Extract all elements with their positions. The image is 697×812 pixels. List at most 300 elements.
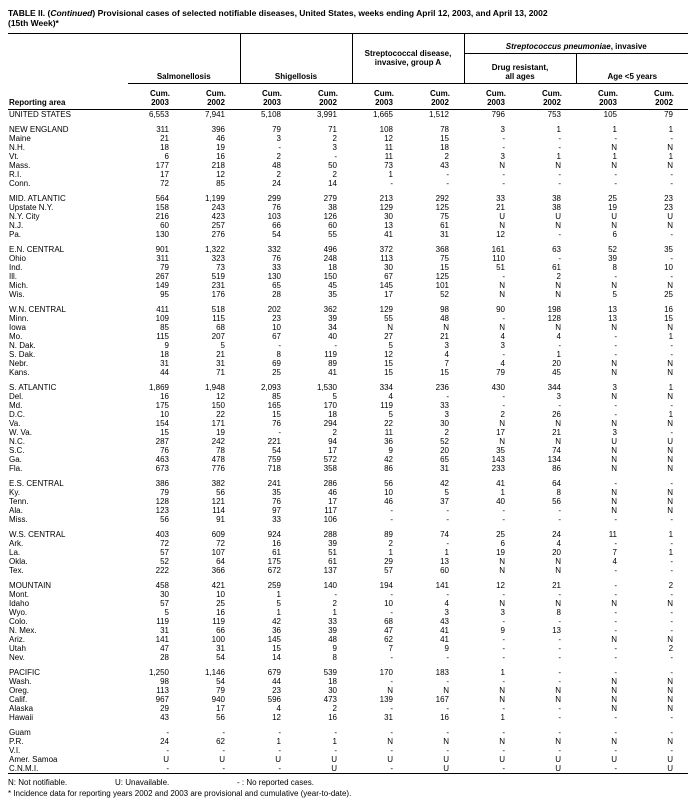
cum-year-header: Cum. 2002: [296, 84, 352, 110]
value-cell: 31: [440, 464, 449, 473]
reporting-area-cell: Vt.: [9, 152, 19, 161]
header-label-line: Age <5 years: [607, 72, 658, 81]
value-cell: 15: [384, 359, 393, 368]
value-cell: 1: [556, 350, 561, 359]
reporting-area-cell: Ga.: [9, 455, 22, 464]
value-cell: 21: [160, 134, 169, 143]
value-cell: 21: [552, 428, 561, 437]
value-cell: -: [614, 341, 617, 350]
value-cell: 21: [440, 332, 449, 341]
value-cell: 126: [323, 212, 337, 221]
value-cell: 7: [444, 359, 449, 368]
value-cell: U: [443, 755, 449, 764]
value-cell: -: [670, 179, 674, 188]
value-cell: 109: [155, 314, 169, 323]
reporting-area-cell: PACIFIC: [9, 668, 40, 677]
value-cell: -: [670, 428, 674, 437]
value-cell: 382: [211, 479, 225, 488]
value-cell: 86: [384, 464, 393, 473]
value-cell: -: [446, 677, 449, 686]
value-cell: N: [667, 464, 674, 473]
value-cell: -: [614, 179, 617, 188]
reporting-area-cell: S. Dak.: [9, 350, 36, 359]
value-cell: N: [387, 737, 393, 746]
table-row: [8, 134, 688, 143]
value-cell: -: [670, 479, 674, 488]
value-cell: 79: [216, 686, 225, 695]
value-cell: 130: [155, 230, 169, 239]
value-cell: N: [667, 686, 674, 695]
value-cell: 75: [440, 254, 449, 263]
value-cell: -: [502, 728, 505, 737]
value-cell: 105: [603, 110, 617, 119]
value-cell: N: [611, 497, 617, 506]
value-cell: 134: [547, 455, 561, 464]
value-cell: 177: [155, 161, 169, 170]
value-cell: 1: [668, 152, 674, 161]
value-cell: N: [443, 323, 449, 332]
value-cell: 175: [267, 557, 281, 566]
value-cell: -: [166, 728, 169, 737]
value-cell: 17: [328, 497, 337, 506]
value-cell: 5: [612, 290, 617, 299]
value-cell: 1,665: [372, 110, 393, 119]
value-cell: 12: [216, 170, 225, 179]
value-cell: 403: [155, 530, 169, 539]
value-cell: -: [614, 170, 617, 179]
value-cell: -: [222, 746, 225, 755]
value-cell: 5,108: [260, 110, 281, 119]
value-cell: 55: [328, 230, 337, 239]
table-row: [8, 644, 688, 653]
value-cell: 478: [211, 455, 225, 464]
value-cell: -: [614, 332, 617, 341]
value-cell: 10: [384, 599, 393, 608]
value-cell: -: [278, 764, 281, 773]
value-cell: 76: [272, 419, 281, 428]
value-cell: 69: [272, 359, 281, 368]
value-cell: 12: [384, 350, 393, 359]
value-cell: N: [555, 557, 561, 566]
value-cell: 9: [444, 644, 449, 653]
cum-year-header: Cum. 2002: [184, 84, 240, 110]
title-prefix: TABLE II. (: [8, 8, 51, 18]
value-cell: 39: [328, 626, 337, 635]
value-cell: 33: [272, 515, 281, 524]
value-cell: 4: [276, 704, 281, 713]
value-cell: 202: [267, 305, 281, 314]
value-cell: 11: [384, 143, 393, 152]
value-cell: -: [614, 644, 617, 653]
table-row: [8, 428, 688, 437]
table-row: [8, 323, 688, 332]
value-cell: 288: [323, 530, 337, 539]
value-cell: 572: [323, 455, 337, 464]
value-cell: -: [390, 608, 393, 617]
table-row: [8, 359, 688, 368]
value-cell: 796: [491, 110, 505, 119]
cum-year-header: Cum. 2003: [352, 84, 408, 110]
value-cell: -: [502, 635, 505, 644]
value-cell: -: [558, 677, 561, 686]
cum-year-header: Cum. 2002: [520, 84, 576, 110]
value-cell: U: [219, 755, 225, 764]
value-cell: N: [667, 497, 674, 506]
value-cell: -: [390, 704, 393, 713]
value-cell: 74: [552, 446, 561, 455]
value-cell: 56: [216, 488, 225, 497]
table-row: [8, 410, 688, 419]
table-row: [8, 590, 688, 599]
value-cell: 1: [500, 488, 505, 497]
value-cell: 41: [496, 479, 505, 488]
value-cell: N: [611, 635, 617, 644]
reporting-area-cell: NEW ENGLAND: [9, 125, 69, 134]
value-cell: 140: [323, 581, 337, 590]
value-cell: -: [670, 350, 674, 359]
value-cell: -: [502, 392, 505, 401]
value-cell: 12: [496, 581, 505, 590]
reporting-area-cell: R.I.: [9, 170, 22, 179]
value-cell: -: [558, 506, 561, 515]
value-cell: -: [614, 728, 617, 737]
value-cell: U: [331, 755, 337, 764]
value-cell: 128: [547, 314, 561, 323]
table-row: [8, 686, 688, 695]
value-cell: -: [446, 179, 449, 188]
table-row: [8, 497, 688, 506]
value-cell: 276: [211, 230, 225, 239]
value-cell: -: [614, 764, 617, 773]
table-row: [8, 203, 688, 212]
table-row: [8, 764, 688, 774]
drug-resistant-header: [464, 54, 576, 84]
table-row: [8, 548, 688, 557]
value-cell: 85: [216, 179, 225, 188]
value-cell: -: [558, 728, 561, 737]
value-cell: U: [443, 764, 449, 773]
value-cell: 119: [212, 617, 225, 626]
value-cell: 4: [556, 539, 561, 548]
reporting-area-cell: N. Dak.: [9, 341, 36, 350]
value-cell: -: [558, 179, 561, 188]
value-cell: 71: [328, 125, 337, 134]
value-cell: 51: [496, 263, 505, 272]
value-cell: 25: [664, 290, 674, 299]
value-cell: 2: [444, 428, 449, 437]
value-cell: N: [499, 557, 505, 566]
value-cell: 2: [332, 704, 337, 713]
reporting-area-cell: Wis.: [9, 290, 25, 299]
value-cell: 183: [435, 668, 449, 677]
table-row: [8, 368, 688, 377]
table-row: [8, 272, 688, 281]
value-cell: 5: [444, 488, 449, 497]
table-header: [8, 34, 688, 110]
reporting-area-cell: Alaska: [9, 704, 34, 713]
value-cell: 753: [547, 110, 561, 119]
value-cell: 64: [552, 479, 561, 488]
value-cell: N: [611, 599, 617, 608]
cum-year-header: Cum. 2003: [128, 84, 184, 110]
value-cell: 52: [440, 290, 449, 299]
value-cell: N: [611, 464, 617, 473]
value-cell: 20: [552, 548, 561, 557]
table-row: [8, 254, 688, 263]
table-row: [8, 746, 688, 755]
value-cell: 16: [216, 608, 225, 617]
table-row: [8, 728, 688, 737]
value-cell: -: [390, 746, 393, 755]
value-cell: 113: [156, 686, 169, 695]
value-cell: 366: [211, 566, 225, 575]
value-cell: -: [334, 746, 337, 755]
value-cell: 161: [491, 245, 505, 254]
value-cell: 56: [160, 515, 169, 524]
value-cell: 362: [323, 305, 337, 314]
reporting-area-cell: W.N. CENTRAL: [9, 305, 66, 314]
reporting-area-cell: Ohio: [9, 254, 26, 263]
value-cell: 332: [267, 245, 281, 254]
value-cell: 15: [440, 134, 449, 143]
reporting-area-cell: Ala.: [9, 506, 23, 515]
reporting-area-cell: MOUNTAIN: [9, 581, 52, 590]
value-cell: -: [558, 401, 561, 410]
value-cell: 150: [211, 401, 225, 410]
shigellosis-header-space: [240, 34, 352, 54]
value-cell: N: [611, 221, 617, 230]
table-row: [8, 194, 688, 203]
value-cell: -: [614, 272, 617, 281]
reporting-area-cell: Upstate N.Y.: [9, 203, 54, 212]
value-cell: 57: [160, 548, 169, 557]
value-cell: 216: [155, 212, 169, 221]
value-cell: 30: [384, 263, 393, 272]
value-cell: 31: [216, 359, 225, 368]
value-cell: 54: [216, 677, 225, 686]
value-cell: 68: [384, 617, 393, 626]
reporting-area-cell: Ind.: [9, 263, 23, 272]
value-cell: 38: [328, 203, 337, 212]
value-cell: N: [555, 419, 561, 428]
value-cell: N: [667, 488, 674, 497]
value-cell: 279: [323, 194, 337, 203]
value-cell: 176: [211, 290, 225, 299]
value-cell: N: [611, 446, 617, 455]
reporting-area-cell: N.C.: [9, 437, 25, 446]
value-cell: N: [667, 695, 674, 704]
value-cell: 98: [160, 677, 169, 686]
value-cell: 673: [155, 464, 169, 473]
legend-not-notifiable: N: Not notifiable.: [8, 778, 68, 787]
table-row: [8, 170, 688, 179]
value-cell: 78: [216, 446, 225, 455]
reporting-area-cell: Mass.: [9, 161, 31, 170]
value-cell: 19: [216, 143, 225, 152]
reporting-area-cell: Conn.: [9, 179, 31, 188]
value-cell: 596: [267, 695, 281, 704]
table-row: [8, 704, 688, 713]
value-cell: N: [611, 506, 617, 515]
value-cell: 368: [435, 245, 449, 254]
value-cell: 25: [608, 194, 617, 203]
value-cell: 458: [155, 581, 169, 590]
value-cell: 35: [664, 245, 674, 254]
table-row: [8, 464, 688, 473]
value-cell: 286: [323, 479, 337, 488]
value-cell: 66: [216, 626, 225, 635]
value-cell: 43: [440, 617, 449, 626]
reporting-area-cell: Wash.: [9, 677, 32, 686]
value-cell: 311: [156, 254, 169, 263]
value-cell: 299: [267, 194, 281, 203]
reporting-area-cell: Nev.: [9, 653, 25, 662]
value-cell: 9: [388, 446, 393, 455]
reporting-area-header: Reporting area: [8, 34, 128, 110]
value-cell: 114: [212, 506, 225, 515]
header-label-line: Streptococcal disease,: [364, 48, 452, 58]
value-cell: 7,941: [204, 110, 225, 119]
value-cell: 1: [276, 737, 281, 746]
value-cell: -: [502, 314, 505, 323]
value-cell: 41: [440, 626, 449, 635]
value-cell: 10: [160, 410, 169, 419]
value-cell: 141: [155, 635, 169, 644]
value-cell: 20: [552, 359, 561, 368]
table-row: [8, 383, 688, 392]
value-cell: -: [670, 254, 674, 263]
value-cell: -: [502, 764, 505, 773]
value-cell: 221: [267, 437, 281, 446]
value-cell: -: [558, 617, 561, 626]
cum-year-header: Cum. 2003: [240, 84, 296, 110]
value-cell: -: [670, 590, 674, 599]
value-cell: N: [499, 437, 505, 446]
value-cell: 1: [612, 152, 617, 161]
value-cell: U: [667, 755, 674, 764]
value-cell: 43: [440, 161, 449, 170]
table-row: [8, 626, 688, 635]
value-cell: -: [614, 401, 617, 410]
value-cell: 165: [267, 401, 281, 410]
value-cell: 39: [328, 314, 337, 323]
value-cell: 22: [216, 410, 225, 419]
value-cell: 52: [608, 245, 617, 254]
value-cell: 61: [328, 557, 337, 566]
value-cell: 672: [267, 566, 281, 575]
value-cell: 110: [492, 254, 505, 263]
value-cell: N: [667, 323, 674, 332]
value-cell: 609: [211, 530, 225, 539]
value-cell: 241: [267, 479, 281, 488]
reporting-area-cell: N.H.: [9, 143, 25, 152]
value-cell: 115: [212, 314, 225, 323]
value-cell: 31: [216, 644, 225, 653]
table-row: [8, 479, 688, 488]
value-cell: 9: [332, 644, 337, 653]
value-cell: -: [670, 566, 674, 575]
value-cell: -: [446, 539, 449, 548]
value-cell: 13: [440, 557, 449, 566]
value-cell: N: [611, 359, 617, 368]
value-cell: 73: [384, 161, 393, 170]
value-cell: N: [667, 143, 674, 152]
value-cell: 48: [328, 635, 337, 644]
value-cell: 1,948: [204, 383, 225, 392]
value-cell: -: [670, 617, 674, 626]
value-cell: 55: [384, 314, 393, 323]
value-cell: -: [670, 134, 674, 143]
reporting-area-cell: Pa.: [9, 230, 22, 239]
value-cell: 2: [332, 599, 337, 608]
value-cell: 194: [379, 581, 393, 590]
value-cell: 4: [500, 359, 505, 368]
strep-pneumoniae-italic: Streptococcus pneumoniae: [505, 42, 611, 51]
value-cell: 43: [160, 713, 169, 722]
table-row: [8, 392, 688, 401]
value-cell: 149: [155, 281, 169, 290]
value-cell: 8: [556, 488, 561, 497]
value-cell: -: [502, 704, 505, 713]
value-cell: 24: [552, 530, 561, 539]
value-cell: 41: [328, 368, 337, 377]
value-cell: -: [614, 608, 617, 617]
value-cell: 29: [384, 557, 393, 566]
header-label-line: all ages: [505, 72, 535, 81]
value-cell: 15: [160, 428, 169, 437]
value-cell: -: [390, 677, 393, 686]
value-cell: 213: [379, 194, 393, 203]
value-cell: 38: [552, 194, 561, 203]
table-row: [8, 305, 688, 314]
value-cell: 54: [272, 230, 281, 239]
value-cell: 15: [272, 644, 281, 653]
table-row: [8, 152, 688, 161]
value-cell: 56: [216, 713, 225, 722]
value-cell: 39: [328, 539, 337, 548]
reporting-area-cell: Maine: [9, 134, 31, 143]
value-cell: -: [558, 668, 561, 677]
reporting-area-cell: C.N.M.I.: [9, 764, 39, 773]
value-cell: 16: [160, 392, 169, 401]
value-cell: 37: [440, 497, 449, 506]
value-cell: 21: [496, 203, 505, 212]
value-cell: 12: [496, 230, 505, 239]
value-cell: N: [611, 161, 617, 170]
value-cell: 54: [272, 446, 281, 455]
table-row: [8, 143, 688, 152]
value-cell: -: [502, 644, 505, 653]
value-cell: 35: [496, 446, 505, 455]
value-cell: 175: [155, 401, 169, 410]
value-cell: 30: [328, 686, 337, 695]
value-cell: 430: [491, 383, 505, 392]
value-cell: 248: [323, 254, 337, 263]
reporting-area-cell: UNITED STATES: [9, 110, 71, 119]
value-cell: 72: [160, 179, 169, 188]
reporting-area-cell: Ariz.: [9, 635, 25, 644]
value-cell: 7: [612, 548, 617, 557]
value-cell: 16: [440, 713, 449, 722]
reporting-area-cell: Guam: [9, 728, 31, 737]
value-cell: N: [667, 359, 674, 368]
value-cell: 2: [332, 170, 337, 179]
value-cell: 6: [164, 152, 169, 161]
value-cell: 6,553: [148, 110, 169, 119]
value-cell: -: [614, 410, 617, 419]
value-cell: 85: [160, 323, 169, 332]
value-cell: 6: [500, 539, 505, 548]
